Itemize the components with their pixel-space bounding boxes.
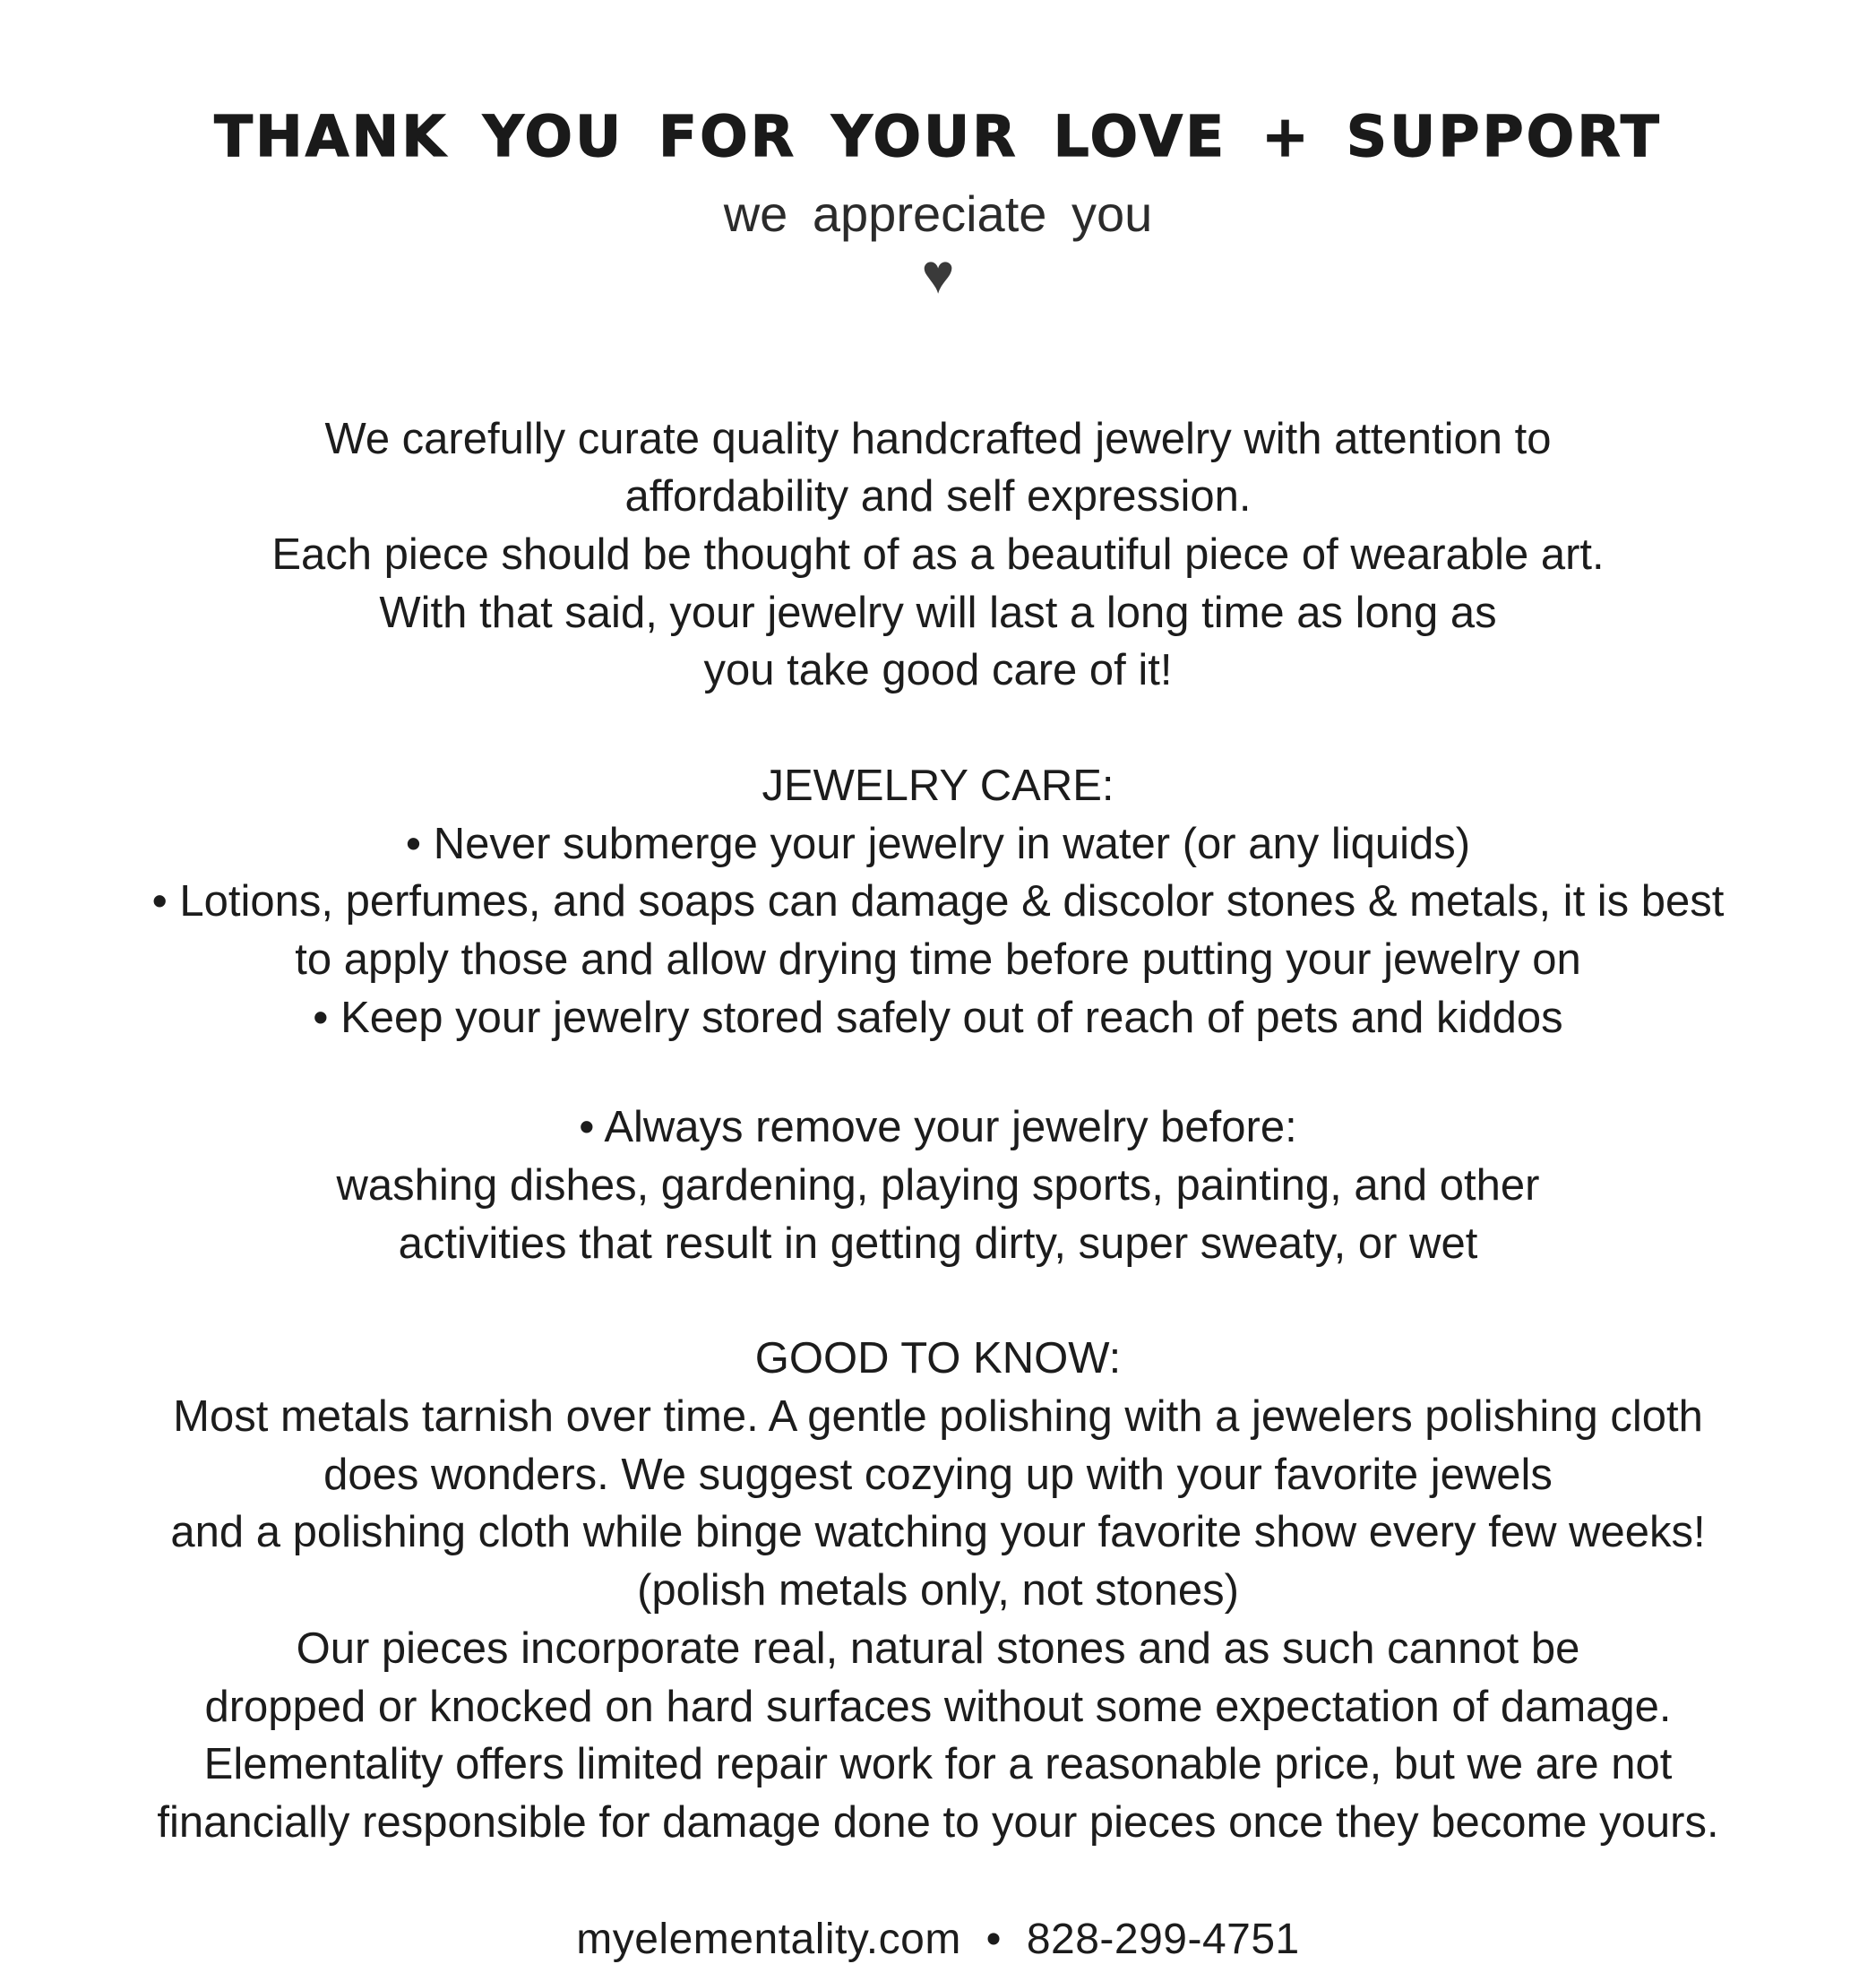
remove-before-line-1: washing dishes, gardening, playing sports, painting, and other — [336, 1161, 1540, 1210]
jewelry-care-section — [152, 757, 1725, 1047]
jewelry-care-item-1: • Never submerge your jewelry in water (or any liquids) — [405, 819, 1471, 868]
good-to-know-line-5: Our pieces incorporate real, natural stones and as such cannot be — [296, 1624, 1580, 1673]
intro-line-3: Each piece should be thought of as a beautiful piece of wearable art. — [271, 530, 1605, 580]
website-link[interactable]: myelementality.com — [576, 1915, 961, 1963]
heart-icon: ♥ — [921, 243, 955, 306]
good-to-know-line-1: Most metals tarnish over time. A gentle polishing with a jewelers polishing cloth — [173, 1392, 1703, 1442]
jewelry-care-item-2-line-1: • Lotions, perfumes, and soaps can damage & discolor stones & metals, it is best — [151, 877, 1725, 926]
remove-before-title: • Always remove your jewelry before: — [579, 1103, 1297, 1152]
intro-line-2: affordability and self expression. — [624, 472, 1252, 521]
good-to-know-section — [152, 1330, 1725, 1851]
intro-line-5: you take good care of it! — [703, 646, 1173, 695]
jewelry-care-item-2-line-2: to apply those and allow drying time before putting your jewelry on — [295, 935, 1581, 985]
intro-paragraph — [152, 410, 1725, 700]
remove-before-section — [152, 1098, 1725, 1272]
good-to-know-line-3: and a polishing cloth while binge watching your favorite show every few weeks! — [170, 1508, 1706, 1557]
good-to-know-line-2: does wonders. We suggest cozying up with your favorite jewels — [323, 1450, 1553, 1499]
footer-separator: • — [985, 1915, 1002, 1963]
page-subtitle: we appreciate you — [723, 185, 1153, 243]
good-to-know-line-8: financially responsible for damage done to your pieces once they become yours. — [157, 1797, 1719, 1847]
good-to-know-line-6: dropped or knocked on hard surfaces without some expectation of damage. — [204, 1682, 1672, 1731]
jewelry-care-title: JEWELRY CARE: — [762, 762, 1114, 811]
phone-number[interactable]: 828-299-4751 — [1026, 1915, 1300, 1963]
remove-before-line-2: activities that result in getting dirty, super sweaty, or wet — [398, 1219, 1478, 1268]
intro-line-1: We carefully curate quality handcrafted jewelry with attention to — [324, 414, 1552, 463]
spacer-2 — [152, 1047, 1725, 1098]
good-to-know-line-7: Elementality offers limited repair work for a reasonable price, but we are not — [203, 1740, 1673, 1789]
jewelry-care-item-3: • Keep your jewelry stored safely out of reach of pets and kiddos — [313, 993, 1563, 1042]
contact-footer — [576, 1915, 1299, 1964]
good-to-know-line-4: (polish metals only, not stones) — [637, 1566, 1239, 1615]
page-title: THANK YOU FOR YOUR LOVE + SUPPORT — [214, 104, 1662, 169]
care-content — [152, 410, 1725, 1852]
spacer-1 — [152, 700, 1725, 757]
intro-line-4: With that said, your jewelry will last a long time as long as — [379, 588, 1497, 637]
spacer-3 — [152, 1272, 1725, 1330]
good-to-know-title: GOOD TO KNOW: — [754, 1334, 1122, 1383]
